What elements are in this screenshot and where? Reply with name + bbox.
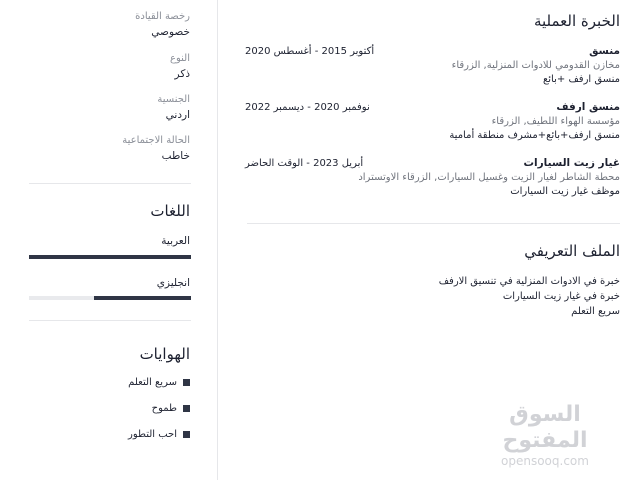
info-value: ذكر [174,68,190,80]
language-level-bar [29,255,191,259]
divider [247,223,620,224]
info-value: خاطب [161,150,190,162]
hobby-label: سريع التعلم [128,377,177,388]
info-value: اردني [165,109,190,121]
experience-description: منسق ارفف +بائع [542,74,620,85]
experience-item [245,156,620,199]
experience-date: أبريل 2023 - الوقت الحاضر [245,158,364,169]
info-marital-status [122,134,190,164]
profile-line: خبرة في غيار زيت السيارات [502,291,620,302]
info-label: النوع [170,53,190,64]
language-name: العربية [161,235,190,247]
experience-job-title: منسق [589,45,620,57]
experience-description: موظف غيار زيت السيارات [510,186,620,197]
experience-job-title: منسق ارفف [556,101,620,113]
profile-title: الملف التعريفي [524,242,620,260]
divider [29,183,191,184]
hobby-label: احب التطور [128,429,177,440]
hobbies-title: الهوايات [139,345,190,363]
experience-item [245,44,620,87]
square-bullet-icon [183,379,190,386]
hobby-item [152,403,190,414]
experience-date: نوفمبر 2020 - ديسمبر 2022 [245,102,370,113]
divider [29,320,191,321]
info-label: رخصة القيادة [135,11,190,22]
info-gender [170,52,190,82]
experience-description: منسق ارفف+بائع+مشرف منطقة أمامية [449,130,620,141]
square-bullet-icon [183,431,190,438]
square-bullet-icon [183,405,190,412]
hobby-item [128,429,190,440]
language-name: انجليزي [156,277,190,289]
languages-title: اللغات [150,202,190,220]
profile-line: خبرة في الادوات المنزلية في تنسيق الارفف [438,276,620,287]
experience-company: مؤسسة الهواء اللطيف, الزرقاء [491,116,620,127]
hobby-item [128,377,190,388]
experience-company: محطة الشاطر لغيار الزيت وغسيل السيارات, الزرقاء الاوتستراد [358,172,620,183]
sidebar [0,0,218,480]
language-level-bar [29,296,191,300]
info-nationality [157,93,190,123]
info-driving-license [135,10,190,40]
hobby-label: طموح [151,403,177,414]
experience-company: مخازن القدومي للادوات المنزلية, الزرقاء [451,60,620,71]
experience-item [245,100,620,143]
watermark-latin: opensooq.com [501,454,589,468]
watermark-arabic: السوق المفتوح [502,402,588,453]
info-label: الجنسية [157,94,190,105]
language-level-fill [29,255,191,259]
info-value: خصوصي [151,26,190,38]
info-label: الحالة الاجتماعية [122,135,190,146]
experience-title: الخبرة العملية [533,12,620,30]
language-level-fill [94,296,191,300]
experience-job-title: غيار زيت السيارات [523,157,620,169]
profile-line: سريع التعلم [571,306,620,317]
opensooq-watermark [470,402,620,468]
experience-date: أكتوبر 2015 - أغسطس 2020 [245,46,375,57]
